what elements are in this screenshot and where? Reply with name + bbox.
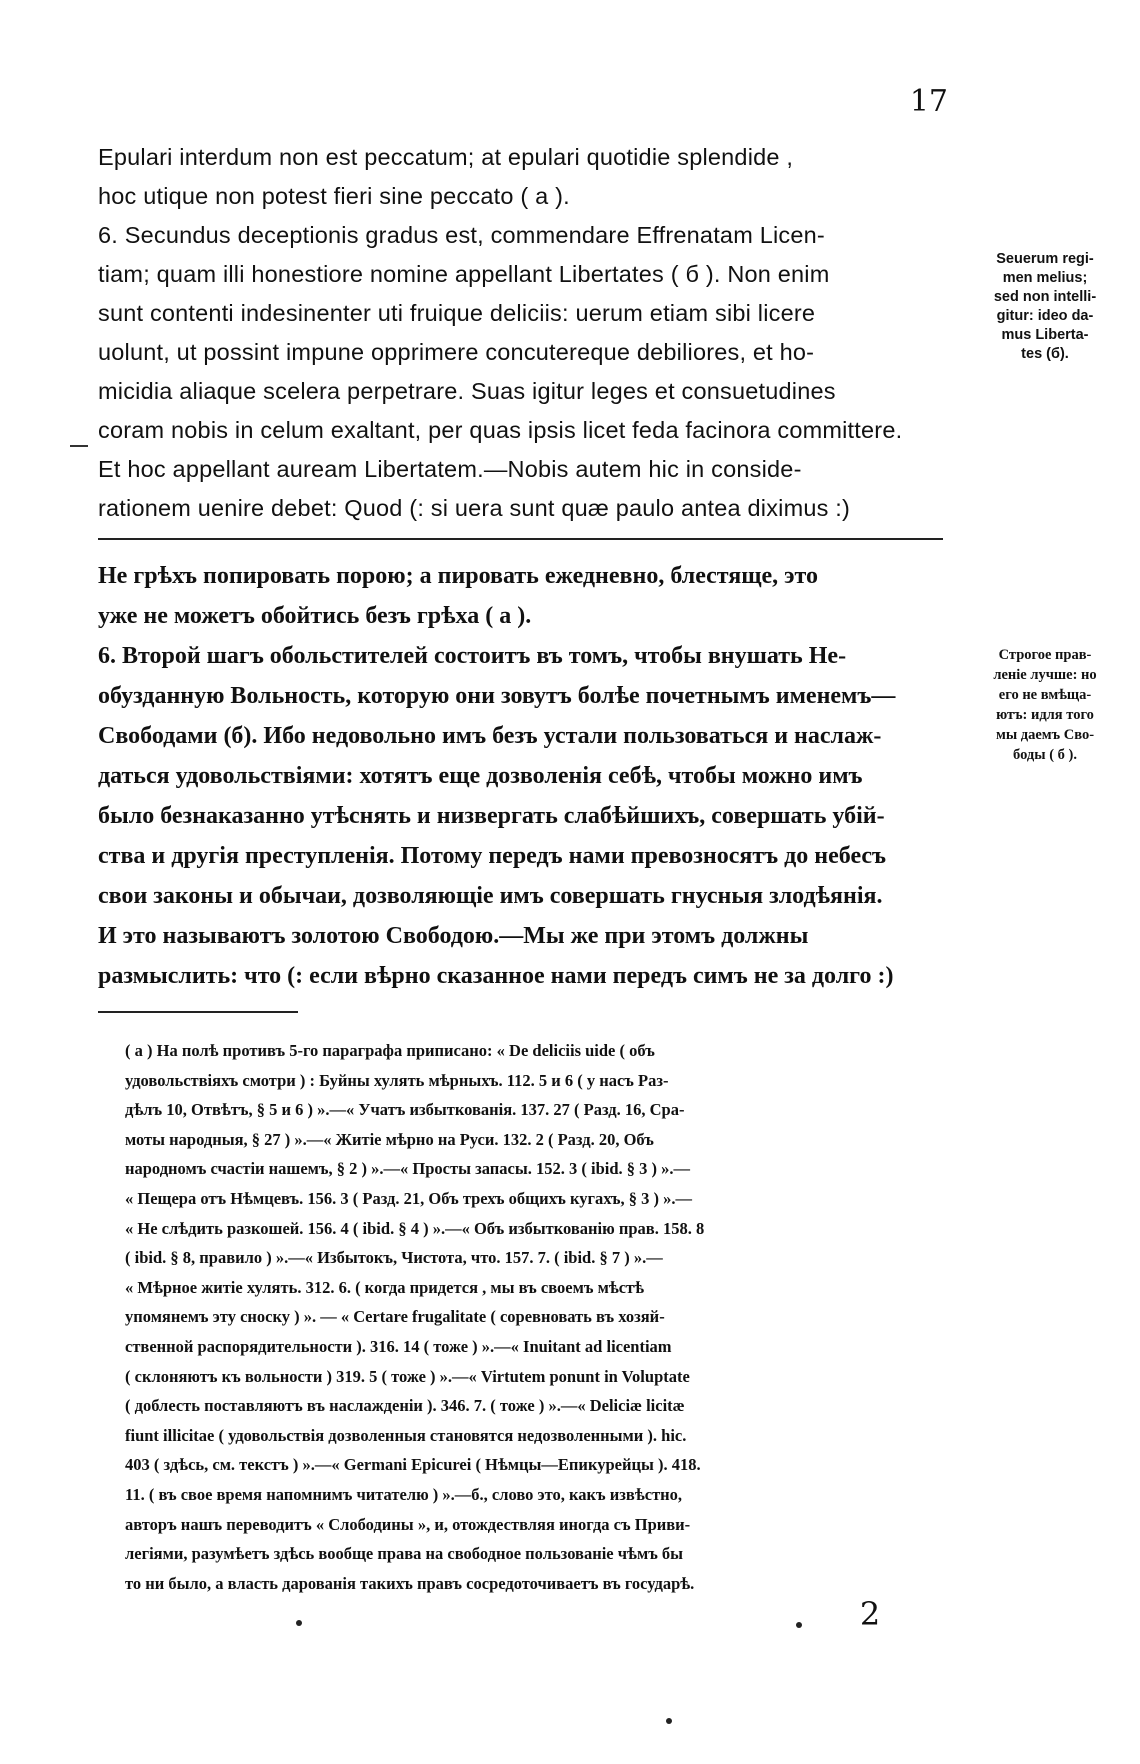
russian-text-block (98, 556, 943, 996)
latin-line: micidia aliaque scelera perpetrare. Suas igitur leges et consuetudines (98, 378, 836, 404)
footnote-line: авторъ нашъ переводитъ « Слободины », и, отождествляя иногда съ Приви- (125, 1514, 691, 1534)
russian-line: размыслить: что (: если вѣрно сказанное нами передъ симъ не за долго :) (98, 963, 894, 989)
russian-line: было безнаказанно утѣснять и низвергать слабѣйшихъ, совершать убій- (98, 803, 885, 829)
footnote-line: ( доблесть поставляютъ въ наслажденіи ). 346. 7. ( тоже ) ».—« Deliciæ licitæ (125, 1396, 685, 1416)
margin-note-line: Seuerum regi- (996, 251, 1094, 267)
margin-note-line: ютъ: идля того (996, 707, 1094, 723)
sheet-signature: 2 (859, 1595, 881, 1633)
latin-margin-note (955, 250, 1135, 364)
footnote-line: моты народныя, § 27 ) ».—« Житіе мѣрно на Руси. 132. 2 ( Разд. 20, Объ (125, 1129, 654, 1149)
footnote-line: « Пещера отъ Нѣмцевъ. 156. 3 ( Разд. 21, Объ трехъ общихъ кугахъ, § 3 ) ».— (125, 1188, 692, 1208)
footnote-line: fiunt illicitae ( удовольствія дозволенныя становятся недозволенными ). hic. (125, 1425, 687, 1445)
latin-line: tiam; quam illi honestiore nomine appellant Libertates ( б ). Non enim (98, 261, 830, 287)
russian-line: свои законы и обычаи, дозволяющіе имъ совершать гнусныя злодѣянія. (98, 883, 883, 909)
ink-speck (666, 1718, 672, 1724)
latin-line: rationem uenire debet: Quod (: si uera sunt quæ paulo antea diximus :) (98, 495, 851, 521)
section-divider (98, 538, 943, 540)
margin-note-line: gitur: ideo da- (996, 308, 1094, 324)
footnote-line: ственной распорядительности ). 316. 14 ( тоже ) ».—« Inuitant ad licentiam (125, 1336, 672, 1356)
footnote-line: легіями, разумѣетъ здѣсь вообще права на свободное пользованіе чѣмъ бы (125, 1544, 684, 1564)
russian-margin-note (955, 645, 1135, 765)
latin-line: hoc utique non potest fieri sine peccato ( a ). (98, 183, 570, 209)
margin-note-line: мы даемъ Сво- (995, 727, 1095, 743)
margin-dash-mark (70, 445, 88, 447)
margin-note-line: боды ( б ). (1013, 747, 1077, 763)
latin-line: uolunt, ut possint impune opprimere concutereque debiliores, et ho- (98, 339, 815, 365)
latin-line: sunt contenti indesinenter uti fruique deliciis: uerum etiam sibi licere (98, 300, 816, 326)
margin-note-line: леніе лучше: но (993, 667, 1097, 683)
footnote-line: ( ibid. § 8, правило ) ».—« Избытокъ, Чистота, что. 157. 7. ( ibid. § 7 ) ».— (125, 1248, 663, 1268)
russian-line: даться удовольствіями: хотятъ еще дозволенія себѣ, чтобы можно имъ (98, 763, 863, 789)
footnote-line: « Не слѣдить разкошей. 156. 4 ( ibid. § 4 ) ».—« Объ избыткованію прав. 158. 8 (125, 1218, 705, 1238)
footnote-divider (98, 1011, 298, 1013)
footnote-line: упомянемъ эту сноску ) ». — « Certare frugalitate ( соревновать въ хозяй- (125, 1307, 665, 1327)
page-number: 17 (909, 84, 948, 119)
margin-note-line: tes (б). (1021, 346, 1069, 362)
russian-line: И это называютъ золотою Свободою.—Мы же при этомъ должны (98, 923, 809, 949)
footnote-line: то ни было, а власть дарованія такихъ правъ сосредоточиваетъ въ государѣ. (125, 1573, 695, 1593)
margin-note-line: men melius; (1002, 270, 1088, 286)
footnote-line: 403 ( здѣсь, см. текстъ ) ».—« Germani Epicurei ( Нѣмцы—Епикурейцы ). 418. (125, 1455, 701, 1475)
margin-note-line: Строгое прав- (998, 647, 1092, 663)
ink-speck (296, 1620, 302, 1626)
russian-line: ства и другія преступленія. Потому передъ нами превозносятъ до небесъ (98, 843, 887, 869)
footnote-line: 11. ( въ свое время напомнимъ читателю ) ».—б., слово это, какъ извѣстно, (125, 1484, 683, 1504)
footnote-line: ( а ) На полѣ противъ 5-го параграфа приписано: « De deliciis uide ( объ (125, 1041, 655, 1060)
russian-line: Свободами (б). Ибо недовольно имъ безъ устали пользоваться и наслаж- (98, 723, 882, 749)
latin-text-block (98, 138, 943, 528)
russian-line: уже не можетъ обойтись безъ грѣха ( а ). (98, 603, 532, 629)
latin-line: coram nobis in celum exaltant, per quas ipsis licet feda facinora committere. (98, 417, 903, 443)
ink-speck (796, 1622, 802, 1628)
margin-note-line: его не вмѣща- (998, 687, 1092, 703)
russian-line: обузданную Вольность, которую они зовутъ болѣе почетнымъ именемъ— (98, 683, 896, 709)
footnote-line: ( склоняютъ къ вольности ) 319. 5 ( тоже ) ».—« Virtutem ponunt in Voluptate (125, 1366, 690, 1386)
latin-line: 6. Secundus deceptionis gradus est, commendare Effrenatam Licen- (98, 222, 825, 248)
russian-line: 6. Второй шагъ обольстителей состоитъ въ томъ, чтобы внушать Не- (98, 643, 847, 669)
margin-note-line: sed non intelli- (993, 289, 1097, 305)
footnote-line: удовольствіяхъ смотри ) : Буйны хулять мѣрныхъ. 112. 5 и 6 ( у насъ Раз- (125, 1070, 669, 1090)
margin-note-line: mus Liberta- (1001, 327, 1089, 343)
footnote-line: народномъ счастіи нашемъ, § 2 ) ».—« Просты запасы. 152. 3 ( ibid. § 3 ) ».— (125, 1159, 690, 1179)
russian-line: Не грѣхъ попировать порою; а пировать ежедневно, блестяще, это (98, 563, 818, 589)
latin-line: Epulari interdum non est peccatum; at epulari quotidie splendide , (98, 144, 794, 170)
footnote-line: дѣлъ 10, Отвѣтъ, § 5 и 6 ) ».—« Учатъ избыткованія. 137. 27 ( Разд. 16, Сра- (125, 1100, 685, 1120)
footnote-line: « Мѣрное житіе хулять. 312. 6. ( когда придется , мы въ своемъ мѣстѣ (125, 1277, 645, 1297)
latin-line: Et hoc appellant auream Libertatem.—Nobis autem hic in conside- (98, 456, 802, 482)
footnote-block (125, 1036, 943, 1598)
